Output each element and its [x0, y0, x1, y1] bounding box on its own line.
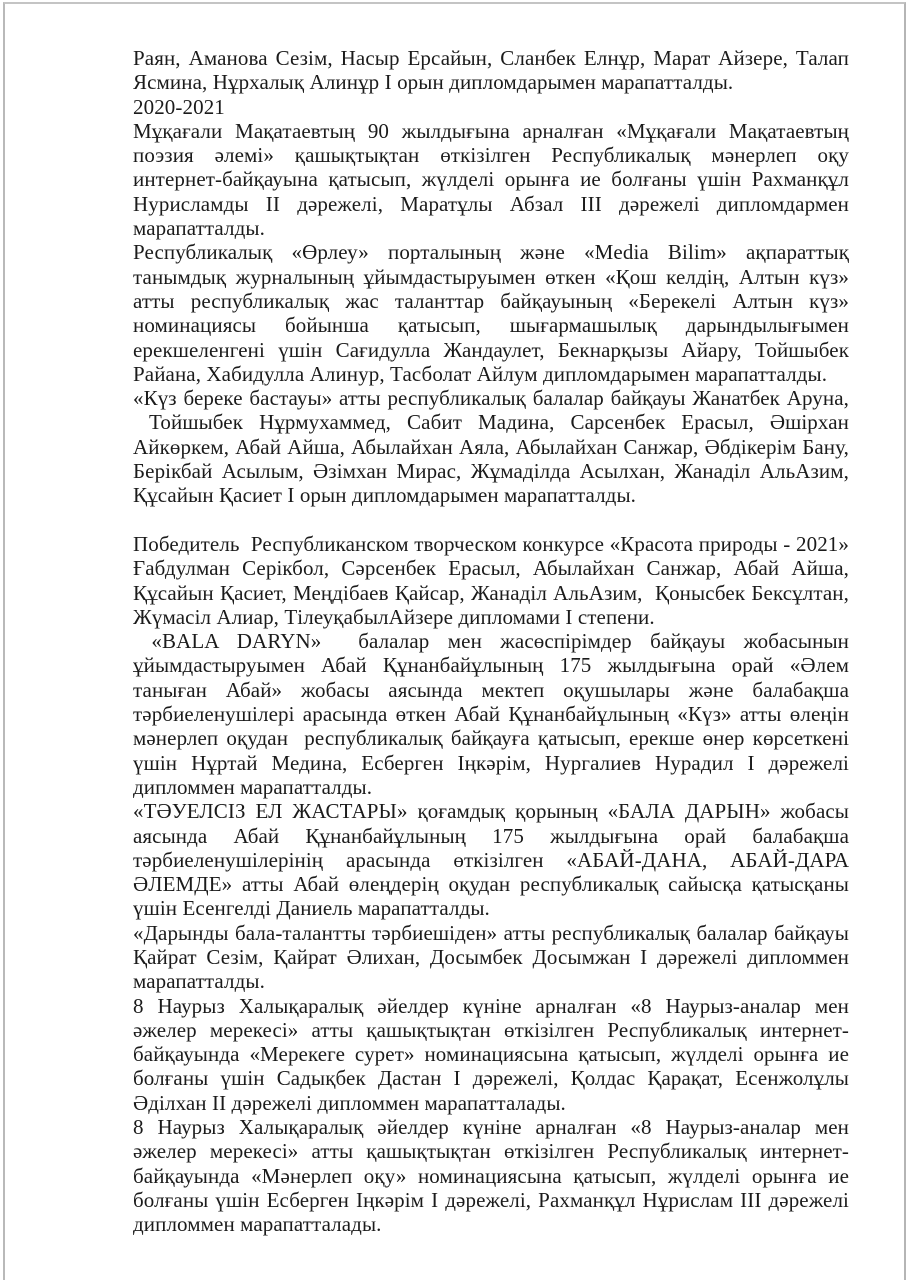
document-text-block — [133, 46, 849, 1237]
paragraph: «BALA DARYN» балалар мен жасөспірімдер байқауы жобасынын ұйымдастыруымен Абай Құнанбайұлының 175 жылдығына орай «Әлем таныған Абай» жобасы аясында мектеп оқушылары және балабақша тәрбиеленушілері арасында өткен Абай Құнанбайұлының «Күз» атты өлеңін мәнерлеп оқудан республикалық байқауға қатысып, ерекше өнер көрсеткені үшін Нұртай Медина, Есберген Іңкәрім, Нургалиев Нурадил I дәрежелі дипломмен марапатталды. — [133, 629, 849, 799]
paragraph: Мұқағали Мақатаевтың 90 жылдығына арналған «Мұқағали Мақатаевтың поэзия әлемі» қашықтықтан өткізілген Республикалық мәнерлеп оқу интернет-байқауына қатысып, жүлделі орынға ие болғаны үшін Рахманқұл Нурисламды II дәрежелі, Маратұлы Абзал III дәрежелі дипломдармен марапатталды. — [133, 118, 849, 241]
paragraph: Республикалық «Өрлеу» порталының және «Media Bilim» ақпараттық танымдық журналының ұйымдастыруымен өткен «Қош келдің, Алтын күз» атты республикалық жас таланттар байқауының «Берекелі Алтын күз» номинациясы бойынша қатысып, шығармашылық дарындылығымен ерекшеленгені үшін Сағидулла Жандаулет, Бекнарқызы Айару, Тойшыбек Райана, Хабидулла Алинур, Тасболат Айлум дипломдарымен марапатталды. — [133, 240, 849, 386]
paragraph: «ТӘУЕЛСІЗ ЕЛ ЖАСТАРЫ» қоғамдық қорының «БАЛА ДАРЫН» жобасы аясында Абай Құнанбайұлының 175 жылдығына орай балабақша тәрбиеленушілерінің арасында өткізілген «АБАЙ-ДАНА, АБАЙ-ДАРА ӘЛЕМДЕ» атты Абай өлеңдерің оқудан республикалық сайысқа қатысқаны үшін Есенгелді Даниель марапатталды. — [133, 799, 849, 921]
paragraph: 8 Наурыз Халықаралық әйелдер күніне арналған «8 Наурыз-аналар мен әжелер мерекесі» атты қашықтықтан өткізілген Республикалық интернет-байқауында «Мәнерлеп оқу» номинациясына қатысып, жүлделі орынға ие болғаны үшін Есберген Іңкәрім I дәрежелі, Рахманқұл Нұрислам III дәрежелі дипломмен марапатталады. — [133, 1115, 849, 1237]
paragraph: «Күз береке бастауы» атты республикалық балалар байқауы Жанатбек Аруна, Тойшыбек Нұрмухаммед, Сабит Мадина, Сарсенбек Ерасыл, Әшірхан Айкөркем, Абай Айша, Абылайхан Аяла, Абылайхан Санжар, Әбдікерім Бану, Берікбай Асылым, Әзімхан Мирас, Жұмаділда Асылхан, Жанаділ АльАзим, Құсайын Қасиет I орын дипломдарымен марапатталды. — [133, 386, 849, 508]
paragraph: 2020-2021 — [133, 94, 225, 119]
paragraph: 8 Наурыз Халықаралық әйелдер күніне арналған «8 Наурыз-аналар мен әжелер мерекесі» атты қашықтықтан өткізілген Республикалық интернет-байқауында «Мерекеге сурет» номинациясына қатысып, жүлделі орынға ие болғаны үшін Садықбек Дастан I дәрежелі, Қолдас Қарақат, Есенжолұлы Әділхан II дәрежелі дипломмен марапатталады. — [133, 993, 849, 1115]
paragraph: Раян, Аманова Сезім, Насыр Ерсайын, Сланбек Елнұр, Марат Айзере, Талап Ясмина, Нұрхалық Алинұр I орын дипломдарымен марапатталды. — [133, 46, 849, 95]
paragraph: Победитель Республиканском творческом конкурсе «Красота природы - 2021» Ғабдулман Серікбол, Сәрсенбек Ерасыл, Абылайхан Санжар, Абай Айша, Құсайын Қасиет, Меңдібаев Қайсар, Жанаділ АльАзим, Қонысбек Бексұлтан, Жүмасіл Алиар, ТілеуқабылАйзере дипломами I степени. — [133, 531, 849, 629]
paragraph: «Дарынды бала-талантты тәрбиешіден» атты республикалық балалар байқауы Қайрат Сезім, Қайрат Әлихан, Досымбек Досымжан I дәрежелі дипломмен марапатталды. — [133, 920, 849, 994]
